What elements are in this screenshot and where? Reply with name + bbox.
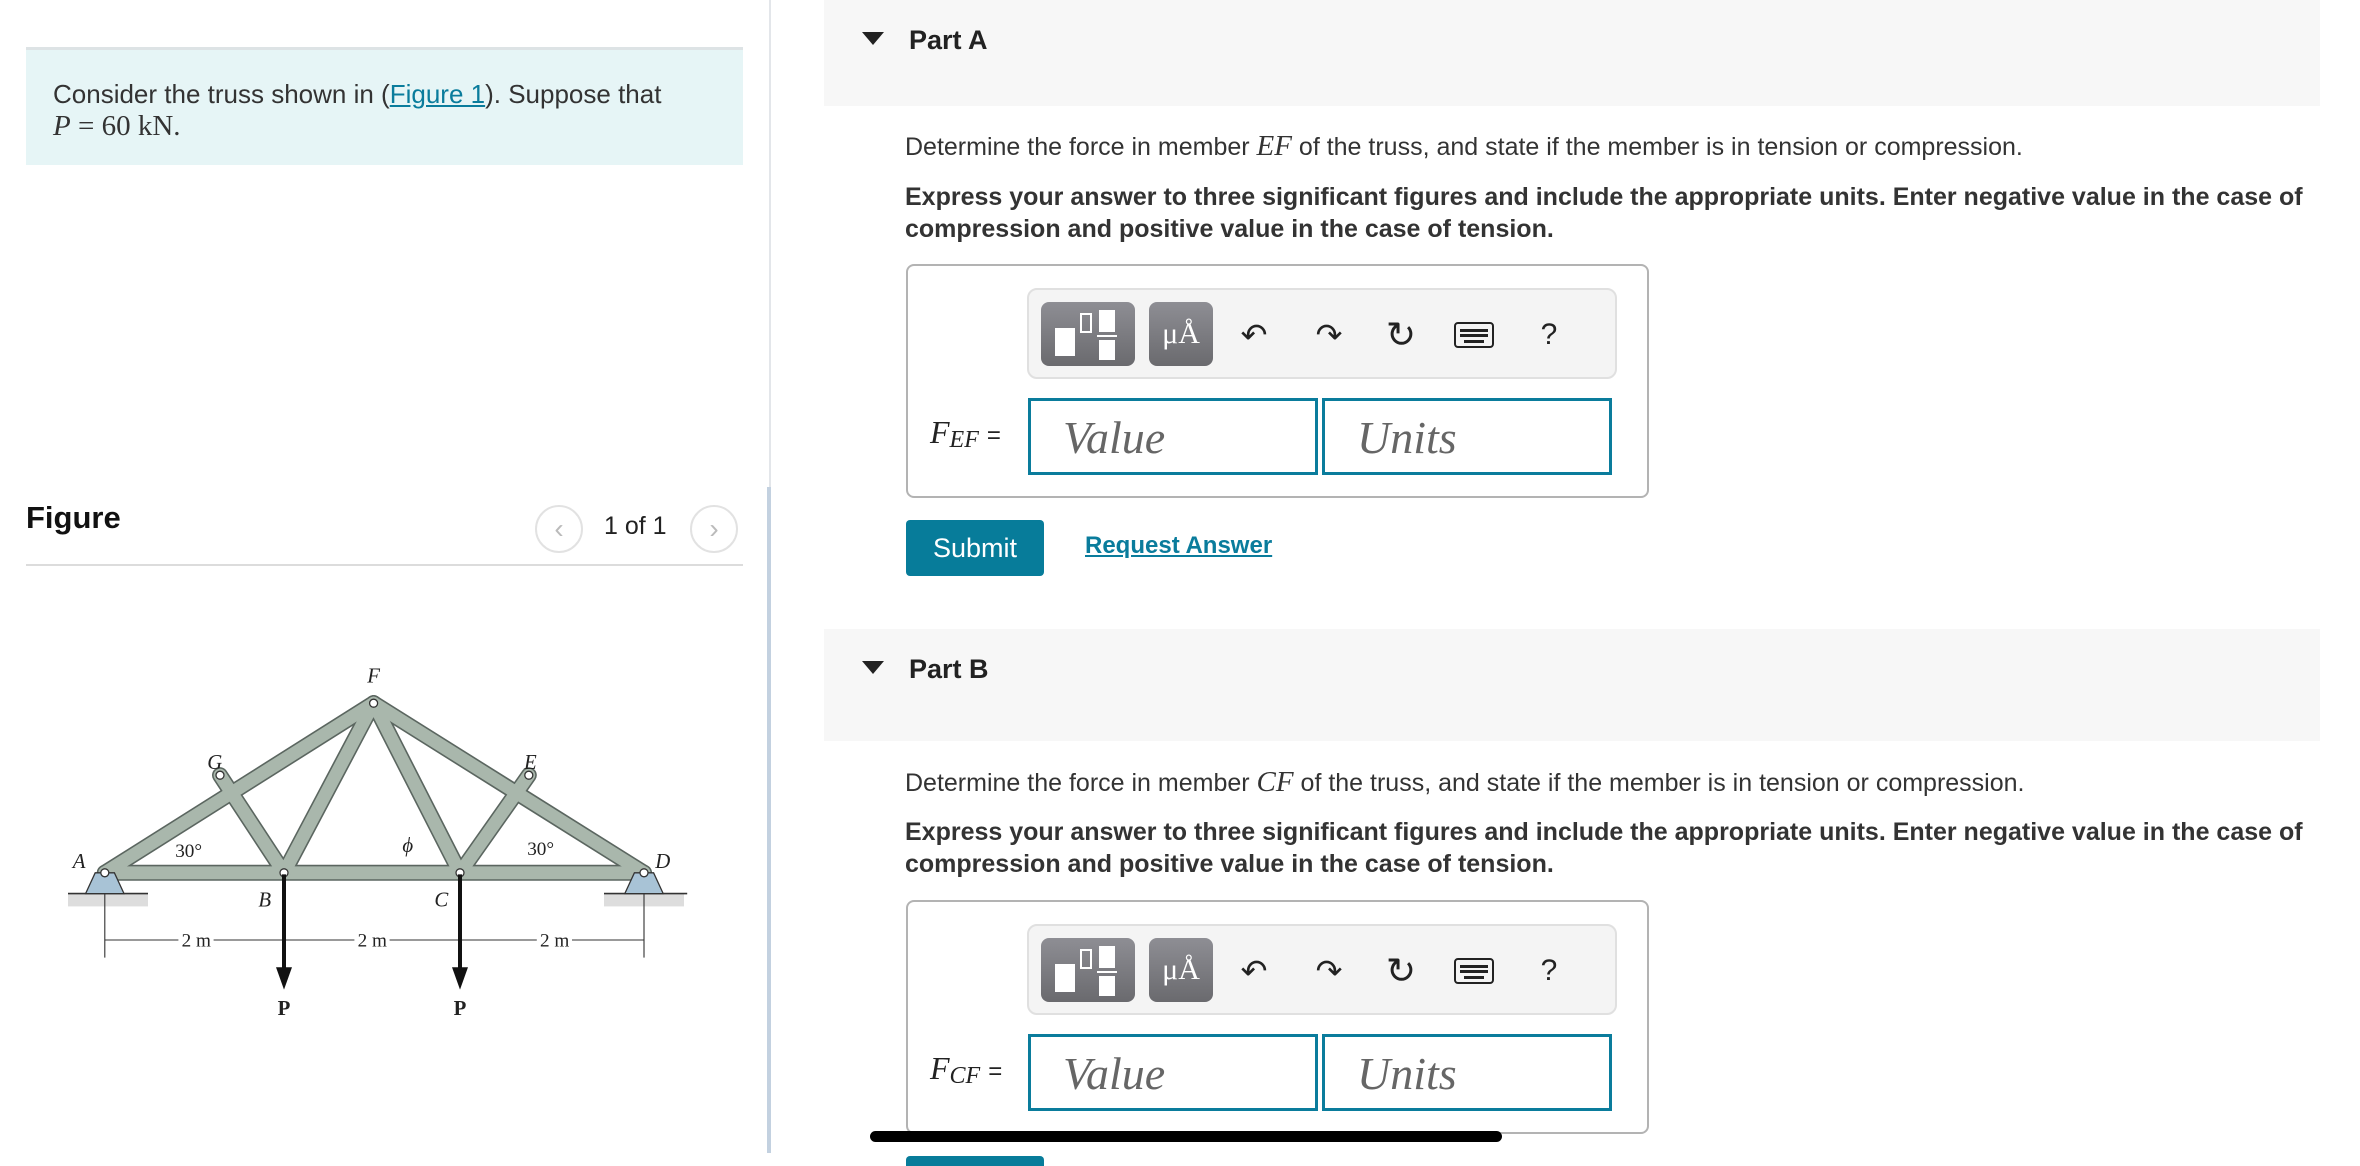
panel-resize-handle[interactable] bbox=[767, 487, 771, 1153]
joint-label-f: F bbox=[367, 664, 380, 688]
horizontal-scrollbar[interactable] bbox=[870, 1131, 1502, 1142]
joint-label-g: G bbox=[207, 750, 223, 774]
units-icon: μÅ bbox=[1162, 953, 1200, 986]
load-value: = 60 kN. bbox=[70, 110, 181, 142]
load-label-2: P bbox=[453, 997, 467, 1021]
part-b-instructions: Express your answer to three significant figures and include the appropriate units. Enter negative value in the case of compression and positive value in the case of tension. bbox=[905, 818, 2303, 878]
templates-button[interactable] bbox=[1041, 302, 1135, 366]
given-load bbox=[53, 110, 181, 142]
dimension-2: 2 m bbox=[357, 930, 387, 952]
member-name: EF bbox=[1256, 130, 1292, 162]
question-text: Determine the force in member bbox=[905, 133, 1257, 161]
units-input[interactable]: Units bbox=[1322, 1034, 1612, 1111]
redo-icon: ↷ bbox=[1315, 953, 1343, 989]
load-label-1: P bbox=[277, 997, 291, 1021]
label-sub: EF bbox=[949, 427, 979, 453]
help-button[interactable] bbox=[1524, 310, 1574, 360]
chevron-right-icon: › bbox=[709, 513, 719, 544]
dimension-1: 2 m bbox=[181, 930, 211, 952]
part-b-question bbox=[905, 766, 2025, 799]
redo-button[interactable] bbox=[1304, 946, 1354, 996]
part-a-title: Part A bbox=[909, 25, 988, 55]
keyboard-icon bbox=[1454, 322, 1494, 348]
load-variable: P bbox=[53, 110, 71, 142]
part-a-header[interactable] bbox=[824, 0, 2320, 106]
part-a-instructions: Express your answer to three significant figures and include the appropriate units. Enter negative value in the case of compression and positive value in the case of tension. bbox=[905, 183, 2303, 243]
help-button[interactable] bbox=[1524, 946, 1574, 996]
reset-button[interactable] bbox=[1376, 310, 1426, 360]
question-text-end: of the truss, and state if the member is in tension or compression. bbox=[1291, 133, 2023, 161]
joint-label-e: E bbox=[524, 750, 537, 774]
submit-button-partial[interactable] bbox=[906, 1156, 1044, 1166]
undo-button[interactable] bbox=[1229, 310, 1279, 360]
math-toolbar bbox=[1027, 288, 1617, 379]
submit-button[interactable]: Submit bbox=[906, 520, 1044, 576]
request-answer-link[interactable]: Request Answer bbox=[1085, 532, 1273, 559]
keyboard-button[interactable] bbox=[1449, 310, 1499, 360]
units-input[interactable]: Units bbox=[1322, 398, 1612, 475]
reset-icon: ↻ bbox=[1385, 950, 1417, 991]
units-button[interactable] bbox=[1149, 302, 1213, 366]
keyboard-button[interactable] bbox=[1449, 946, 1499, 996]
math-toolbar bbox=[1027, 924, 1617, 1015]
answer-label bbox=[930, 414, 1001, 454]
problem-text-end: ). Suppose that bbox=[485, 79, 662, 109]
part-b-answer-box bbox=[906, 900, 1649, 1134]
angle-phi: ϕ bbox=[402, 834, 414, 857]
dimension-3: 2 m bbox=[540, 930, 570, 952]
redo-icon: ↷ bbox=[1315, 317, 1343, 353]
collapse-triangle-icon[interactable] bbox=[862, 661, 884, 674]
templates-icon bbox=[1041, 302, 1135, 366]
joint-label-d: D bbox=[655, 850, 671, 873]
help-icon: ? bbox=[1540, 954, 1558, 987]
templates-button[interactable] bbox=[1041, 938, 1135, 1002]
label-main: F bbox=[930, 414, 950, 450]
joint-label-c: C bbox=[434, 888, 449, 912]
part-a-question bbox=[905, 130, 2023, 163]
member-name: CF bbox=[1256, 766, 1294, 798]
reset-icon: ↻ bbox=[1385, 314, 1417, 355]
label-sub: CF bbox=[949, 1063, 981, 1089]
templates-icon bbox=[1041, 938, 1135, 1002]
ground bbox=[68, 894, 687, 907]
keyboard-icon bbox=[1454, 958, 1494, 984]
figure-link[interactable]: Figure 1 bbox=[389, 79, 486, 109]
question-text: Determine the force in member bbox=[905, 769, 1257, 797]
answer-label bbox=[930, 1050, 1002, 1090]
equals-sign: = bbox=[988, 1058, 1003, 1085]
figure-divider bbox=[26, 564, 743, 566]
label-main: F bbox=[930, 1050, 950, 1086]
angle-left: 30° bbox=[175, 840, 203, 862]
joint-label-a: A bbox=[72, 850, 86, 873]
collapse-triangle-icon[interactable] bbox=[862, 32, 884, 45]
figure-heading: Figure bbox=[26, 500, 121, 535]
part-a-answer-box bbox=[906, 264, 1649, 498]
reset-button[interactable] bbox=[1376, 946, 1426, 996]
problem-statement bbox=[26, 47, 743, 165]
undo-icon: ↶ bbox=[1240, 317, 1268, 353]
problem-text bbox=[53, 78, 661, 142]
problem-text-start: Consider the truss shown in ( bbox=[53, 79, 390, 109]
value-input[interactable]: Value bbox=[1028, 398, 1318, 475]
value-input[interactable]: Value bbox=[1028, 1034, 1318, 1111]
units-icon: μÅ bbox=[1162, 317, 1200, 350]
question-text-end: of the truss, and state if the member is in tension or compression. bbox=[1293, 769, 2025, 797]
previous-figure-button[interactable] bbox=[535, 505, 583, 553]
truss-figure bbox=[60, 660, 700, 1044]
undo-icon: ↶ bbox=[1240, 953, 1268, 989]
redo-button[interactable] bbox=[1304, 310, 1354, 360]
joint-label-b: B bbox=[258, 888, 272, 912]
equals-sign: = bbox=[986, 422, 1001, 449]
help-icon: ? bbox=[1540, 318, 1558, 351]
part-b-header[interactable] bbox=[824, 629, 2320, 741]
figure-pager: 1 of 1 bbox=[604, 512, 667, 540]
units-button[interactable] bbox=[1149, 938, 1213, 1002]
next-figure-button[interactable] bbox=[690, 505, 738, 553]
chevron-left-icon: ‹ bbox=[554, 513, 564, 544]
part-b-title: Part B bbox=[909, 654, 989, 684]
undo-button[interactable] bbox=[1229, 946, 1279, 996]
angle-right: 30° bbox=[527, 839, 555, 861]
